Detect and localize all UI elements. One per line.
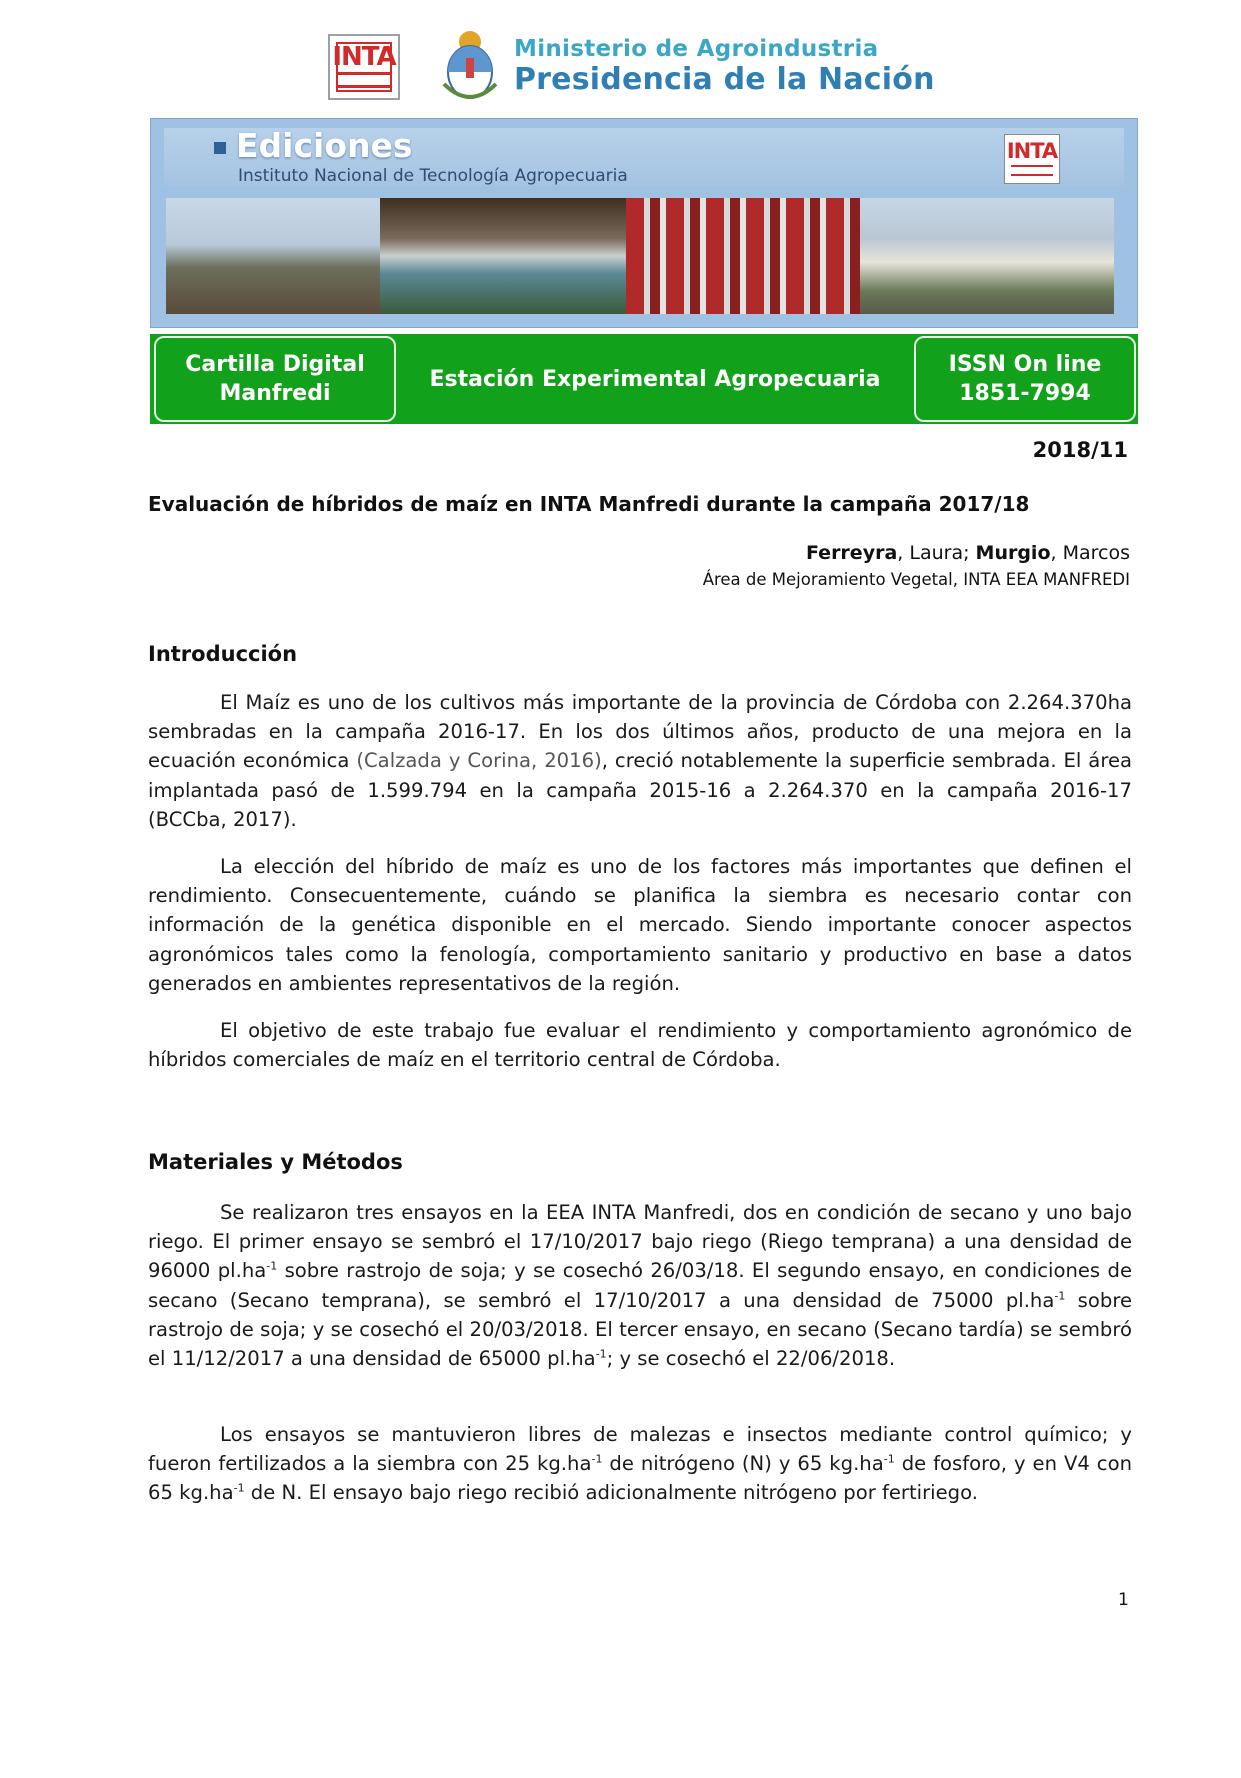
banner-photo-lab — [380, 198, 626, 314]
issn-box: ISSN On line 1851-7994 — [914, 336, 1136, 422]
intro-paragraph-1: El Maíz es uno de los cultivos más importante de la provincia de Córdoba con 2.264.370ha sembradas en la campaña 2016-17. En los dos últimos años, producto de una mejora en la ecuación económica (Calzada y Corina, 2016), creció notablemente la superficie sembrada. El área implantada pasó de 1.599.794 en la campaña 2015-16 a 2.264.370 en la campaña 2016-17 (BCCba, 2017). — [148, 691, 1133, 831]
methods-paragraph-2: Los ensayos se mantuvieron libres de malezas e insectos mediante control químico; y fueron fertilizados a la siembra con 25 $kg.ha^{-1}$ de nitrógeno (N) y 65 $kg.ha^{-1}$ de fosforo, y en V4 con 65 $kg.ha^{-1}$ de N. El ensayo bajo riego recibió adicionalmente nitrógeno por fertiriego. — [148, 1423, 1132, 1505]
authors — [806, 542, 1130, 564]
methods-heading: Materiales y Métodos — [148, 1150, 403, 1174]
argentina-seal-icon — [440, 24, 500, 106]
ministry-line1: Ministerio de Agroindustria — [514, 36, 879, 62]
affiliation: Área de Mejoramiento Vegetal, INTA EEA MANFREDI — [702, 570, 1130, 589]
author1-first: , Laura; — [897, 542, 976, 564]
inta-logo — [328, 34, 400, 100]
station-box: Estación Experimental Agropecuaria — [398, 336, 912, 422]
inta-logo-text: INTA — [332, 42, 396, 72]
banner-photo-garden — [860, 198, 1114, 314]
banner-photo-building — [166, 198, 380, 314]
square-bullet-icon — [214, 142, 226, 154]
cartilla-box: Cartilla Digital Manfredi — [154, 336, 396, 422]
page-number: 1 — [1118, 1590, 1129, 1610]
issue-number: 2018/11 — [1032, 438, 1128, 462]
citation: (Calzada y Corina, 2016) — [356, 749, 602, 773]
author1-last: Ferreyra — [805, 542, 898, 564]
author2-first: , Marcos — [1050, 542, 1130, 564]
banner-title: Ediciones — [236, 126, 413, 165]
banner-photo-binders — [626, 198, 860, 314]
intro-heading: Introducción — [148, 642, 298, 666]
methods-paragraph-1: Se realizaron tres ensayos en la EEA INTA Manfredi, dos en condición de secano y uno bajo riego. El primer ensayo se sembró el 17/10/2017 bajo riego (Riego temprana) a una densidad de 96000 $pl.ha^{-1}$ sobre rastrojo de soja; y se cosechó 26/03/18. El segundo ensayo, en condiciones de secano (Secano temprana), se sembró el 17/10/2017 a una densidad de 75000 $pl.ha^{-1}$ sobre rastrojo de soja; y se cosechó el 20/03/2018. El tercer ensayo, en secano (Secano tardía) se sembró el 11/12/2017 a una densidad de 65000 $pl.ha^{-1}$; y se cosechó el 22/06/2018. — [148, 1201, 1133, 1371]
banner-inta-logo — [1004, 134, 1060, 184]
banner-logo-text: INTA — [1006, 139, 1058, 163]
author2-last: Murgio — [975, 542, 1051, 564]
article-title: Evaluación de híbridos de maíz en INTA Manfredi durante la campaña 2017/18 — [148, 492, 1030, 516]
intro-paragraph-3: El objetivo de este trabajo fue evaluar el rendimiento y comportamiento agronómico de híbridos comerciales de maíz en el territorio central de Córdoba. — [148, 1019, 1132, 1072]
intro-paragraph-2: La elección del híbrido de maíz es uno de los factores más importantes que definen el rendimiento. Consecuentemente, cuándo se planifica la siembra es necesario contar con información de la genética disponible en el mercado. Siendo importante conocer aspectos agronómicos tales como la fenología, comportamiento sanitario y productivo en base a datos generados en ambientes representativos de la región. — [148, 855, 1132, 995]
banner-subtitle: Instituto Nacional de Tecnología Agropecuaria — [238, 166, 628, 186]
ministry-line2: Presidencia de la Nación — [514, 62, 935, 97]
